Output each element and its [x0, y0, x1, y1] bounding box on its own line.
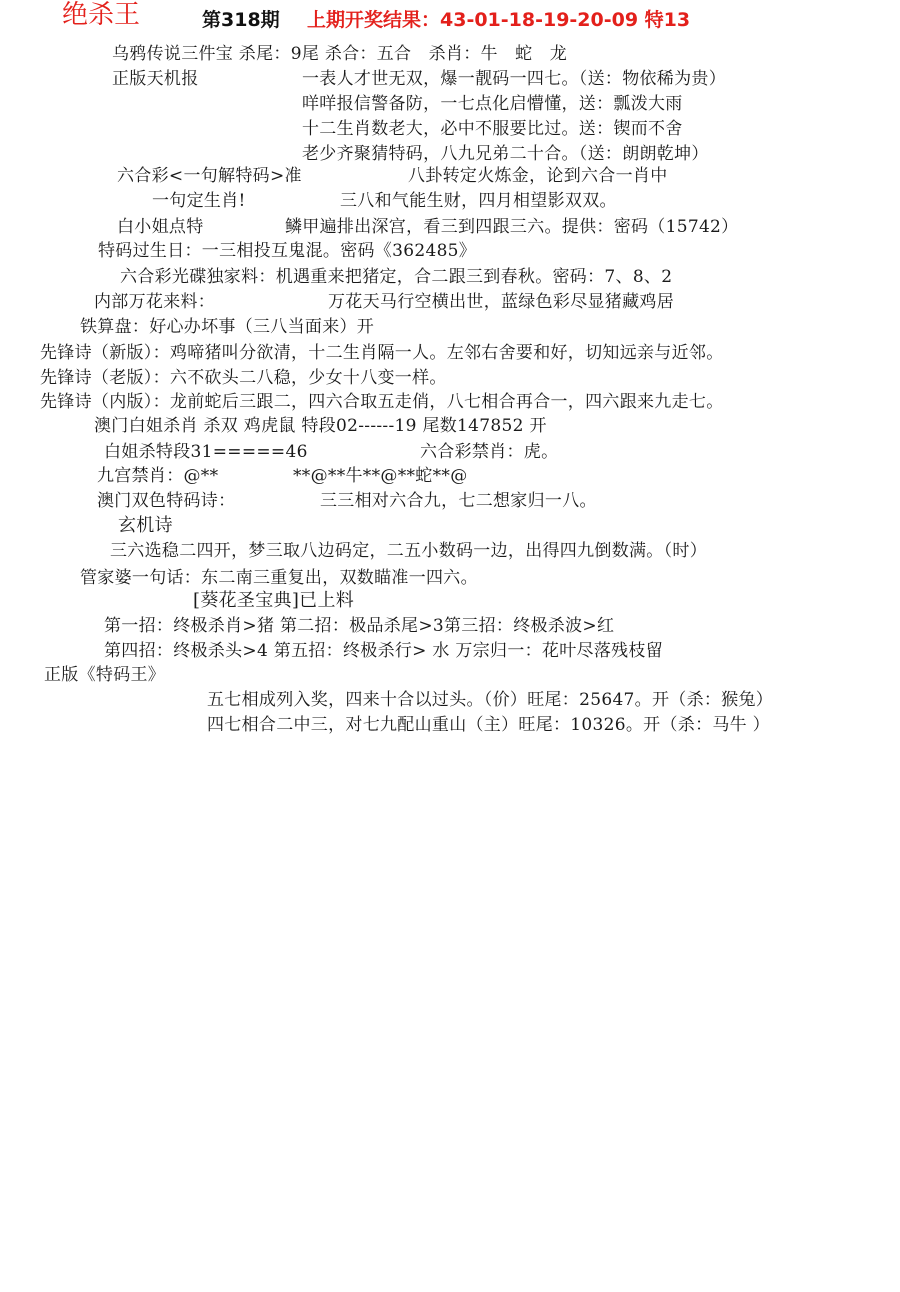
line-label: 澳门双色特码诗： — [97, 491, 236, 511]
text-line: 铁算盘：好心办坏事（三八当面来）开 — [80, 317, 375, 337]
text-line: 管家婆一句话：东二南三重复出，双数瞄准一四六。 — [80, 568, 478, 588]
text-line: 先锋诗（内版）：龙前蛇后三跟二，四六合取五走俏，八七相合再合一，四六跟来九走七。 — [40, 392, 724, 412]
line-label: 正版天机报 — [112, 69, 199, 89]
last-draw-result: 上期开奖结果：43-01-18-19-20-09 特13 — [307, 9, 691, 31]
text-line: 乌鸦传说三件宝 杀尾：9尾 杀合：五合 杀肖：牛 蛇 龙 — [112, 44, 568, 64]
text-line: 先锋诗（老版）：六不砍头二八稳，少女十八变一样。 — [40, 368, 447, 388]
line-text: 八卦转定火炼金，论到六合一肖中 — [408, 166, 668, 186]
text-line: 三六选稳二四开，梦三取八边码定，二五小数码一边，出得四九倒数满。（时） — [110, 541, 707, 561]
line-text: 鳞甲遍排出深宫，看三到四跟三六。提供：密码（15742） — [285, 217, 739, 237]
text-line: 十二生肖数老大，必中不服要比过。送：锲而不舍 — [302, 119, 683, 139]
text-line: 四七相合二中三，对七九配山重山（主）旺尾：10326。开（杀：马牛 ） — [207, 715, 770, 735]
line-label: 白小姐点特 — [117, 217, 204, 237]
text-line: 澳门白姐杀肖 杀双 鸡虎鼠 特段02------19 尾数147852 开 — [94, 416, 547, 436]
text-line: 五七相成列入奖，四来十合以过头。（价）旺尾：25647。开（杀：猴兔） — [207, 690, 774, 710]
section-heading: 正版《特码王》 — [44, 665, 166, 685]
line-text: 三八和气能生财，四月相望影双双。 — [340, 191, 617, 211]
issue-number: 第318期 — [202, 9, 280, 31]
line-label: 内部万花来料： — [94, 292, 216, 312]
line-text: 万花天马行空横出世，蓝绿色彩尽显猪藏鸡居 — [328, 292, 674, 312]
line-label: 白姐杀特段31=====46 — [104, 442, 308, 462]
line-text: 三三相对六合九，七二想家归一八。 — [320, 491, 597, 511]
text-line: 咩咩报信警备防，一七点化启懵懂，送：瓢泼大雨 — [302, 94, 683, 114]
line-text: 六合彩禁肖：虎。 — [420, 442, 559, 462]
text-line: 特码过生日：一三相投互鬼混。密码《362485》 — [98, 241, 477, 261]
line-label: 六合彩<一句解特码>准 — [117, 166, 302, 186]
line-text: 一表人才世无双，爆一靓码一四七。（送：物依稀为贵） — [302, 69, 726, 89]
text-line: 第一招：终极杀肖>猪 第二招：极品杀尾>3第三招：终极杀波>红 — [104, 616, 615, 636]
line-text: **@**牛**@**蛇**@ — [293, 466, 468, 486]
text-line: 先锋诗（新版）：鸡啼猪叫分欲清，十二生肖隔一人。左邻右舍要和好，切知远亲与近邻。 — [40, 343, 724, 363]
text-line: 六合彩光碟独家料：机遇重来把猪定，合二跟三到春秋。密码：7、8、2 — [120, 267, 673, 287]
section-heading: [葵花圣宝典]已上料 — [193, 590, 355, 611]
text-line: 老少齐聚猜特码，八九兄弟二十合。（送：朗朗乾坤） — [302, 144, 709, 164]
line-label: 九宫禁肖：@** — [97, 466, 219, 486]
line-label: 一句定生肖! — [152, 191, 246, 211]
text-line: 第四招：终极杀头>4 第五招：终极杀行> 水 万宗归一：花叶尽落残枝留 — [104, 641, 664, 661]
brand-title: 绝杀王 — [62, 0, 141, 30]
section-heading: 玄机诗 — [118, 515, 173, 536]
